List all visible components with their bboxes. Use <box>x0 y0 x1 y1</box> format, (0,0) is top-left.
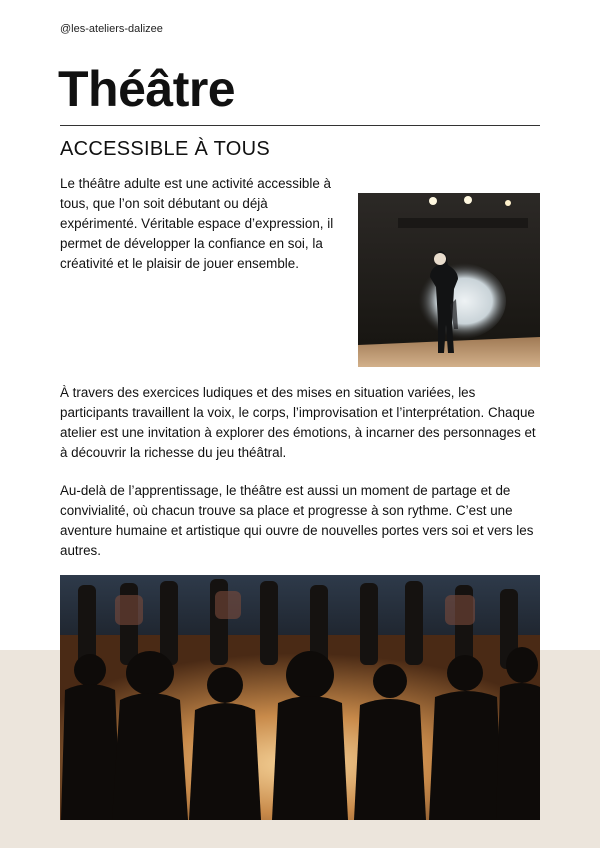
second-paragraph: À travers des exercices ludiques et des mises en situation variées, les participants travaillent la voix, le corps, l’improvisation et l’interprétation. Chaque atelier est une invitation à explorer des émotions, à incarner des personnages et à découvrir la richesse du jeu théâtral. <box>60 385 536 460</box>
actress-spotlight-photo <box>358 193 540 367</box>
page-subtitle: ACCESSIBLE À TOUS <box>60 138 270 160</box>
page-title: Théâtre <box>58 61 236 117</box>
social-handle: @les-ateliers-dalizee <box>60 23 163 35</box>
title-divider <box>60 125 540 126</box>
third-paragraph: Au-delà de l’apprentissage, le théâtre est aussi un moment de partage et de convivialité, où chacun trouve sa place et progresse à son rythme. C’est une aventure humaine et artistique qui ouvre de nouvelles portes vers soi et vers les autres. <box>60 483 534 558</box>
intro-paragraph: Le théâtre adulte est une activité accessible à tous, que l’on soit débutant ou déjà expérimenté. Véritable espace d’expression, il permet de développer la confiance en soi, la créativité et le plaisir de jouer ensemble. <box>60 176 334 271</box>
group-circle-photo <box>60 575 540 820</box>
